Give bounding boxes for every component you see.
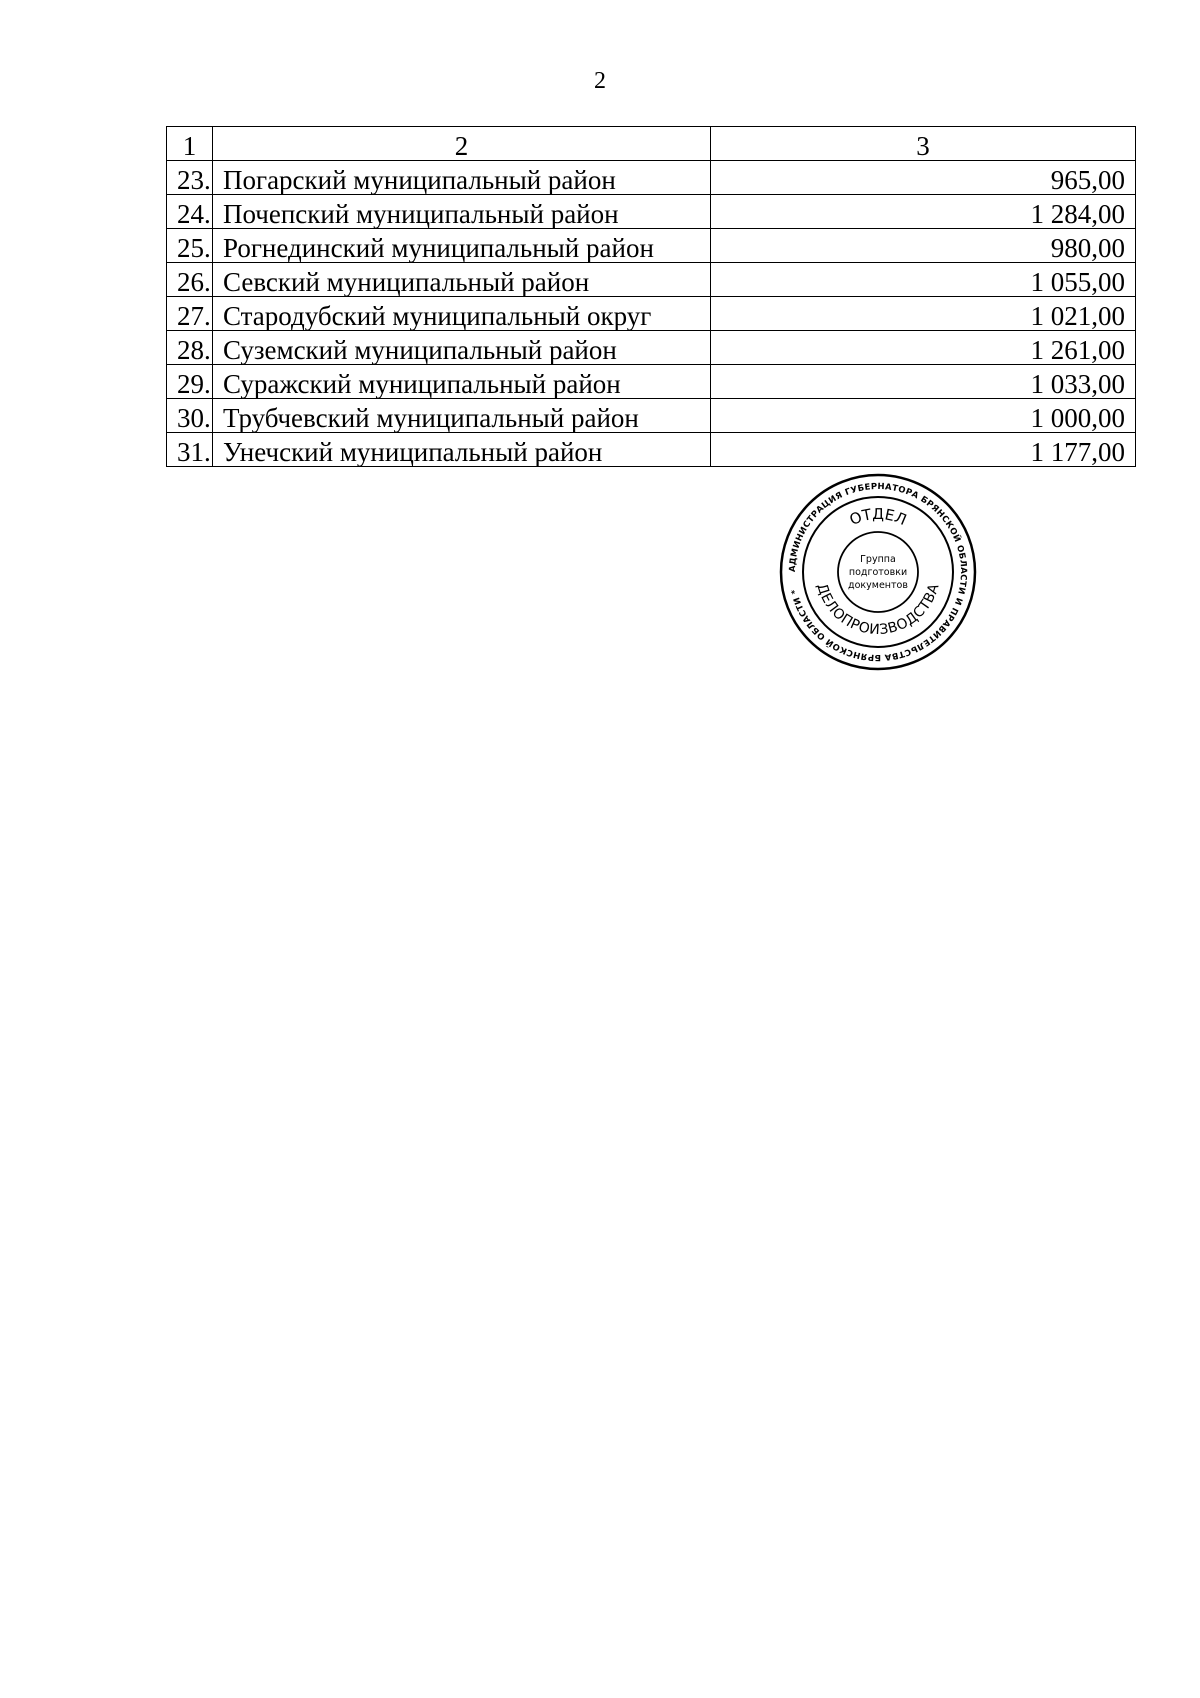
stamp-center-line-2: подготовки: [848, 567, 908, 578]
table-row: [167, 331, 1136, 365]
amount-value: 965,00: [711, 161, 1136, 195]
row-number: 27.: [167, 297, 213, 331]
row-number: 31.: [167, 433, 213, 467]
table-row: [167, 399, 1136, 433]
table-row: [167, 161, 1136, 195]
amount-value: 1 021,00: [711, 297, 1136, 331]
amount-value: 980,00: [711, 229, 1136, 263]
district-name: Унечский муниципальный район: [213, 433, 711, 467]
table-row: [167, 297, 1136, 331]
amount-value: 1 177,00: [711, 433, 1136, 467]
header-col-1: 1: [167, 127, 213, 161]
amount-value: 1 000,00: [711, 399, 1136, 433]
amount-value: 1 055,00: [711, 263, 1136, 297]
amount-value: 1 261,00: [711, 331, 1136, 365]
stamp-center-line-1: Группа: [860, 554, 896, 565]
row-number: 28.: [167, 331, 213, 365]
page-number: 2: [594, 68, 606, 94]
stamp-dept-bottom: ДЕЛОПРОИЗВОДСТВА: [813, 581, 943, 639]
header-col-3: 3: [711, 127, 1136, 161]
row-number: 23.: [167, 161, 213, 195]
amount-value: 1 284,00: [711, 195, 1136, 229]
row-number: 29.: [167, 365, 213, 399]
table-row: [167, 229, 1136, 263]
row-number: 30.: [167, 399, 213, 433]
row-number: 25.: [167, 229, 213, 263]
row-number: 26.: [167, 263, 213, 297]
stamp-center-line-3: документов: [848, 580, 908, 591]
table-row: [167, 365, 1136, 399]
stamp-dept-top: ОТДЕЛ: [846, 504, 910, 530]
district-name: Трубчевский муниципальный район: [213, 399, 711, 433]
district-name: Севский муниципальный район: [213, 263, 711, 297]
row-number: 24.: [167, 195, 213, 229]
table-row: [167, 433, 1136, 467]
district-name: Стародубский муниципальный округ: [213, 297, 711, 331]
district-name: Суземский муниципальный район: [213, 331, 711, 365]
header-col-2: 2: [213, 127, 711, 161]
amount-value: 1 033,00: [711, 365, 1136, 399]
stamp-outer-text: АДМИНИСТРАЦИЯ ГУБЕРНАТОРА БРЯНСКОЙ ОБЛАСТИ И ПРАВИТЕЛЬСТВА БРЯНСКОЙ ОБЛАСТИ *: [787, 481, 969, 663]
district-name: Рогнединский муниципальный район: [213, 229, 711, 263]
district-name: Погарский муниципальный район: [213, 161, 711, 195]
office-stamp: [778, 472, 978, 672]
table-header-row: [167, 127, 1136, 161]
table-row: [167, 263, 1136, 297]
district-name: Суражский муниципальный район: [213, 365, 711, 399]
district-name: Почепский муниципальный район: [213, 195, 711, 229]
districts-table: [166, 126, 1136, 467]
table-row: [167, 195, 1136, 229]
